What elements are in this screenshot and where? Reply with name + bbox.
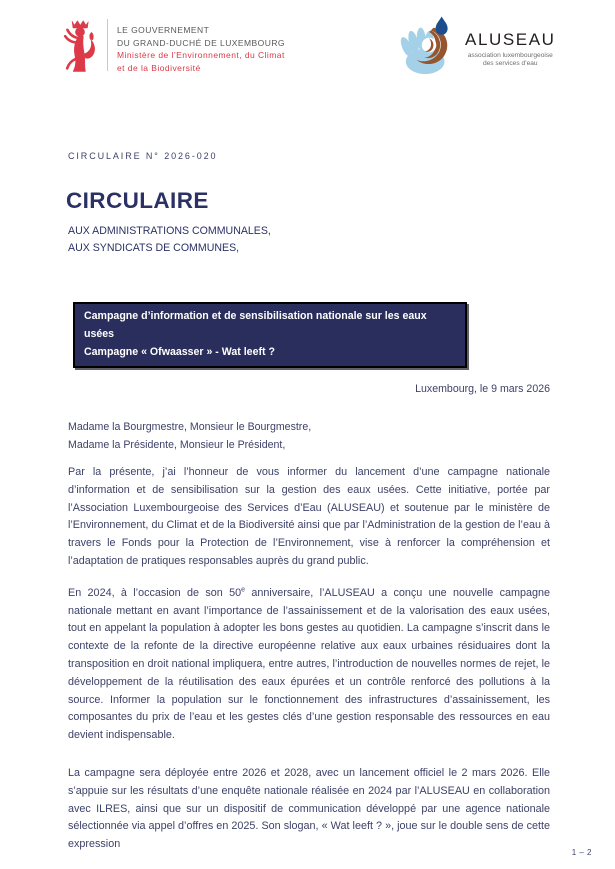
gov-line-2: DU GRAND-DUCHÉ DE LUXEMBOURG xyxy=(117,37,285,48)
ministry-line-1: Ministère de l’Environnement, du Climat xyxy=(117,50,285,60)
luxembourg-lion-icon xyxy=(60,17,100,75)
salutation xyxy=(68,419,311,454)
aluseau-logo xyxy=(399,14,556,80)
gov-line-1: LE GOUVERNEMENT xyxy=(117,25,210,35)
addressees xyxy=(68,223,271,257)
ministry-line-2: et de la Biodiversité xyxy=(117,62,201,73)
aluseau-hand-water-icon xyxy=(399,14,461,80)
paragraph-3: La campagne sera déployée entre 2026 et 2028, avec un lancement officiel le 2 mars 2026. Elle s’appuie sur les résultats d’une enquête nationale réalisée en 2024 par l’ALUSEAU en collaboration avec ILRES, ainsi que sur un dispositif de communication développé par une agence nationale sélectionnée via appel d’offres en 2025. Son slogan, « Wat leeft ? », joue sur le double sens de cette expression xyxy=(68,766,550,851)
aluseau-subtitle xyxy=(465,52,556,68)
circular-reference: CIRCULAIRE N° 2026-020 xyxy=(68,151,218,161)
aluseau-subtitle-line-2: des services d’eau xyxy=(482,60,538,67)
aluseau-logo-text xyxy=(465,30,556,68)
subject-line-2: Campagne « Ofwaasser » - Wat leeft ? xyxy=(84,346,275,358)
page-number: 1 – 2 xyxy=(571,848,592,857)
addressee-line: AUX SYNDICATS DE COMMUNES, xyxy=(68,242,240,254)
page-title: CIRCULAIRE xyxy=(66,188,209,213)
subject-line-1: Campagne d’information et de sensibilisation nationale sur les eaux usées xyxy=(84,310,427,340)
subject-box xyxy=(73,302,467,368)
addressee-line: AUX ADMINISTRATIONS COMMUNALES, xyxy=(68,225,271,237)
paragraph-2 xyxy=(68,585,550,745)
salutation-line: Madame la Bourgmestre, Monsieur le Bourgmestre, xyxy=(68,421,312,433)
aluseau-subtitle-line-1: association luxembourgeoise xyxy=(467,52,553,59)
letter-body xyxy=(68,464,550,868)
water-drop-icon xyxy=(436,16,448,34)
logo-divider xyxy=(107,19,108,71)
government-logo-text xyxy=(117,17,285,74)
paragraph-2-start: En 2024, à l’occasion de son 50 xyxy=(68,586,242,599)
salutation-line: Madame la Présidente, Monsieur le Président, xyxy=(68,438,286,451)
ordinal-superscript: e xyxy=(241,586,246,594)
paragraph-1: Par la présente, j’ai l’honneur de vous informer du lancement d’une campagne nationale d’information et de sensibilisation sur la gestion des eaux usées. Cette initiative, portée par l’Association Luxembourgeoise des Services d’Eau (ALUSEAU) et soutenue par le ministère de l’Environnement, du Climat et de la Biodiversité ainsi que par l’Administration de la gestion de l’eau à travers le Fonds pour la Protection de l’Environnement, vise à renforcer la compréhension et l’adaptation de pratiques responsables auprès du grand public. xyxy=(68,466,550,567)
paragraph-2-end: anniversaire, l’ALUSEAU a conçu une nouvelle campagne nationale mettant en avant l’importance de l’assainissement et de la valorisation des eaux usées, tout en appelant la population à adopter les bons gestes au quotidien. La campagne s’inscrit dans le contexte de la refonte de la directive européenne relative aux eaux urbaines résiduaires dont la transposition en droit national impliquera, entre autres, l’introduction de nouvelles normes de rejet, le développement de la réutilisation des eaux épurées et un contrôle renforcé des pollutions à la source. Informer la population sur le fonctionnement des infrastructures d’assainissement, les composantes du prix de l’eau et les gestes clés d’une gestion responsable des ressources en eau devient indispensable. xyxy=(68,586,550,742)
dateline: Luxembourg, le 9 mars 2026 xyxy=(415,383,550,395)
government-logo xyxy=(60,17,285,75)
aluseau-name: ALUSEAU xyxy=(465,30,556,49)
